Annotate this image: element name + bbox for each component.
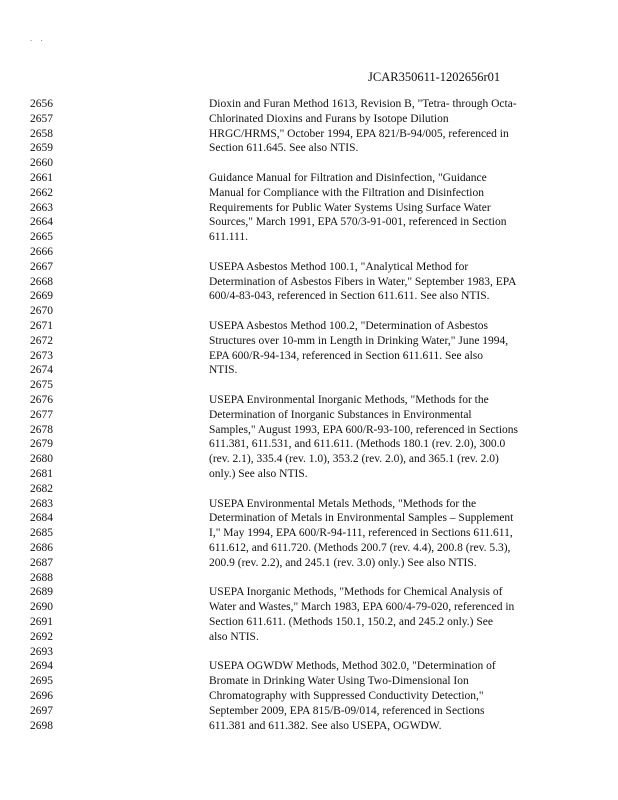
line-text: USEPA OGWDW Methods, Method 302.0, "Determination of <box>209 660 496 673</box>
line-text: Samples," August 1993, EPA 600/R-93-100, referenced in Sections <box>209 423 518 436</box>
line-number: 2665 <box>30 231 53 244</box>
line-number: 2657 <box>30 112 53 125</box>
line-text: USEPA Environmental Inorganic Methods, "Methods for the <box>209 394 489 406</box>
line-number: 2676 <box>30 394 53 406</box>
scan-mark: . . <box>30 33 46 43</box>
line-number: 2691 <box>30 616 53 628</box>
line-text: Section 611.645. See also NTIS. <box>209 142 359 155</box>
line-text: Section 611.611. (Methods 150.1, 150.2, and 245.2 only.) See <box>209 616 493 628</box>
line-number: 2663 <box>30 201 53 214</box>
line-number: 2698 <box>30 719 53 732</box>
line-number: 2695 <box>30 675 53 688</box>
line-number: 2675 <box>30 379 53 392</box>
line-number: 2667 <box>30 260 53 273</box>
line-number: 2689 <box>30 586 53 599</box>
line-number: 2660 <box>30 157 53 170</box>
line-number: 2677 <box>30 408 53 421</box>
line-number: 2662 <box>30 186 53 199</box>
line-number: 2678 <box>30 423 53 436</box>
line-number: 2668 <box>30 275 53 288</box>
line-number: 2666 <box>30 246 53 258</box>
line-text: 611.612, and 611.720. (Methods 200.7 (rev. 4.4), 200.8 (rev. 5.3), <box>209 542 511 554</box>
line-number: 2659 <box>30 142 53 155</box>
line-number: 2671 <box>30 320 53 332</box>
line-number: 2658 <box>30 127 53 140</box>
line-number: 2688 <box>30 571 53 584</box>
line-number: 2664 <box>30 216 53 229</box>
line-number: 2696 <box>30 690 53 702</box>
line-text: Water and Wastes," March 1983, EPA 600/4-79-020, referenced in <box>209 601 515 614</box>
line-text: Determination of Inorganic Substances in Environmental <box>209 408 472 421</box>
line-text: September 2009, EPA 815/B-09/014, referenced in Sections <box>209 704 485 717</box>
document-id: JCAR350611-1202656r01 <box>368 70 501 84</box>
line-text: (rev. 2.1), 335.4 (rev. 1.0), 353.2 (rev. 2.0), and 365.1 (rev. 2.0) <box>209 453 499 466</box>
line-number: 2697 <box>30 704 53 717</box>
line-text: USEPA Inorganic Methods, "Methods for Chemical Analysis of <box>209 586 503 599</box>
line-text: HRGC/HRMS," October 1994, EPA 821/B-94/005, referenced in <box>209 127 509 140</box>
line-text: Bromate in Drinking Water Using Two-Dimensional Ion <box>209 675 469 688</box>
line-number: 2673 <box>30 349 53 362</box>
line-text: Chlorinated Dioxins and Furans by Isotope Dilution <box>209 112 449 125</box>
line-text: Manual for Compliance with the Filtration and Disinfection <box>209 186 484 199</box>
line-number: 2686 <box>30 542 53 554</box>
line-text: NTIS. <box>209 364 238 377</box>
line-number: 2681 <box>30 468 53 480</box>
line-number: 2672 <box>30 334 53 347</box>
line-text: Guidance Manual for Filtration and Disinfection, "Guidance <box>209 172 487 184</box>
line-number: 2682 <box>30 482 53 495</box>
line-number: 2693 <box>30 645 53 658</box>
line-number: 2694 <box>30 660 53 673</box>
line-text: Determination of Asbestos Fibers in Water," September 1983, EPA <box>209 275 517 288</box>
line-text: 200.9 (rev. 2.2), and 245.1 (rev. 3.0) only.) See also NTIS. <box>209 556 477 569</box>
line-text: 600/4-83-043, referenced in Section 611.611. See also NTIS. <box>209 290 490 303</box>
line-number: 2656 <box>30 98 53 110</box>
line-text: Requirements for Public Water Systems Using Surface Water <box>209 201 491 214</box>
line-number: 2685 <box>30 527 53 540</box>
line-text: Structures over 10-mm in Length in Drinking Water," June 1994, <box>209 334 509 347</box>
line-text: EPA 600/R-94-134, referenced in Section 611.611. See also <box>209 349 484 362</box>
line-text: USEPA Asbestos Method 100.2, "Determination of Asbestos <box>209 320 488 332</box>
line-number: 2661 <box>30 172 53 184</box>
line-number: 2679 <box>30 438 53 451</box>
line-text: Chromatography with Suppressed Conductivity Detection," <box>209 690 484 702</box>
line-number: 2687 <box>30 556 53 569</box>
line-number: 2690 <box>30 601 53 614</box>
line-text: Dioxin and Furan Method 1613, Revision B, "Tetra- through Octa- <box>209 98 517 110</box>
line-text: USEPA Asbestos Method 100.1, "Analytical Method for <box>209 260 469 273</box>
line-number: 2674 <box>30 364 53 377</box>
line-text: Determination of Metals in Environmental Samples – Supplement <box>209 512 514 525</box>
line-text: I," May 1994, EPA 600/R-94-111, referenced in Sections 611.611, <box>209 527 513 540</box>
line-text: 611.381, 611.531, and 611.611. (Methods 180.1 (rev. 2.0), 300.0 <box>209 438 506 451</box>
line-text: only.) See also NTIS. <box>209 468 308 480</box>
line-text: 611.381 and 611.382. See also USEPA, OGWDW. <box>209 719 442 732</box>
line-number: 2670 <box>30 305 53 318</box>
line-number: 2669 <box>30 290 53 303</box>
line-number: 2683 <box>30 497 53 510</box>
line-text: USEPA Environmental Metals Methods, "Methods for the <box>209 497 477 510</box>
line-text: also NTIS. <box>209 630 259 643</box>
line-text: 611.111. <box>209 231 248 244</box>
line-number: 2684 <box>30 512 53 525</box>
line-number: 2680 <box>30 453 53 466</box>
line-number: 2692 <box>30 630 53 643</box>
line-text: Sources," March 1991, EPA 570/3-91-001, referenced in Section <box>209 216 507 229</box>
